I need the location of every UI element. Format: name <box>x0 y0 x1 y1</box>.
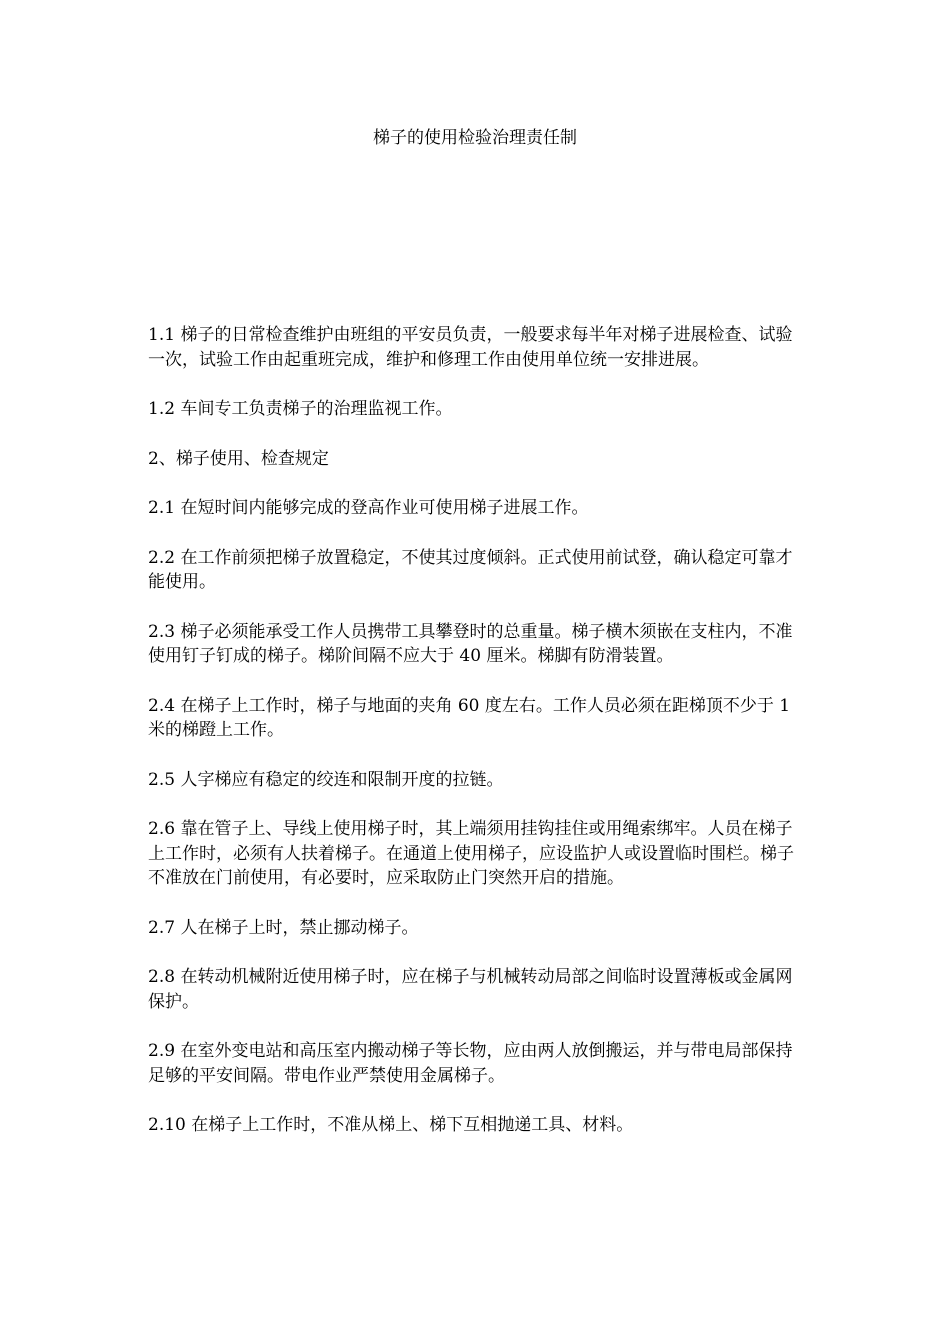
paragraph-2-8: 2.8 在转动机械附近使用梯子时，应在梯子与机械转动局部之间临时设置薄板或金属网保护。 <box>148 967 793 1012</box>
paragraph-1-1: 1.1 梯子的日常检查维护由班组的平安员负责，一般要求每半年对梯子进展检查、试验一次，试验工作由起重班完成，维护和修理工作由使用单位统一安排进展。 <box>148 325 793 370</box>
paragraph-2-9: 2.9 在室外变电站和高压室内搬动梯子等长物，应由两人放倒搬运，并与带电局部保持足够的平安间隔。带电作业严禁使用金属梯子。 <box>148 1041 793 1086</box>
paragraph-2-2: 2.2 在工作前须把梯子放置稳定，不使其过度倾斜。正式使用前试登，确认稳定可靠才能使用。 <box>148 547 793 592</box>
document-body <box>148 323 802 1163</box>
section-heading-2: 2、梯子使用、检查规定 <box>148 448 329 469</box>
paragraph-2-1: 2.1 在短时间内能够完成的登高作业可使用梯子进展工作。 <box>148 498 589 518</box>
paragraph-2-10: 2.10 在梯子上工作时，不准从梯上、梯下互相抛递工具、材料。 <box>148 1115 634 1135</box>
paragraph-2-3: 2.3 梯子必须能承受工作人员携带工具攀登时的总重量。梯子横木须嵌在支柱内，不准使用钉子钉成的梯子。梯阶间隔不应大于 40 厘米。梯脚有防滑装置。 <box>148 621 793 666</box>
paragraph-1-2: 1.2 车间专工负责梯子的治理监视工作。 <box>148 399 453 419</box>
paragraph-2-5: 2.5 人字梯应有稳定的绞连和限制开度的拉链。 <box>148 769 504 790</box>
paragraph-2-4: 2.4 在梯子上工作时，梯子与地面的夹角 60 度左右。工作人员必须在距梯顶不少于 1 米的梯蹬上工作。 <box>148 695 791 740</box>
document-title: 梯子的使用检验治理责任制 <box>373 128 577 148</box>
paragraph-2-6: 2.6 靠在管子上、导线上使用梯子时，其上端须用挂钩挂住或用绳索绑牢。人员在梯子上工作时，必须有人扶着梯子。在通道上使用梯子，应设监护人或设置临时围栏。梯子不准放在门前使用，有必要时，应采取防止门突然开启的措施。 <box>148 819 794 888</box>
paragraph-2-7: 2.7 人在梯子上时，禁止挪动梯子。 <box>148 917 419 938</box>
